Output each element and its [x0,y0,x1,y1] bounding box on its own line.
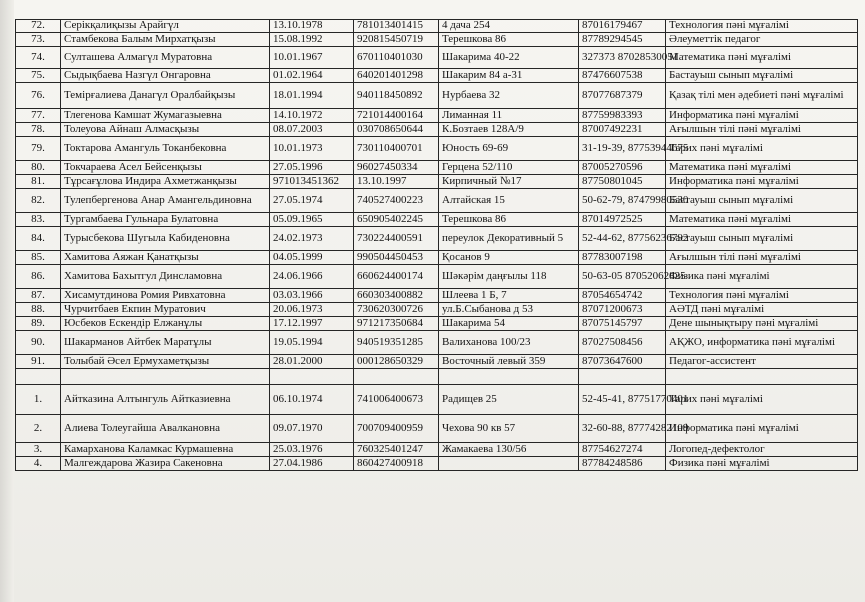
cell-name: Шакарманов Айтбек Маратұлы [61,331,270,355]
cell-iin: 670110401030 [354,47,439,69]
cell-iin: 640201401298 [354,69,439,83]
page-edge-shadow [0,0,14,602]
table-row [16,265,858,289]
cell-address: Алтайская 15 [439,189,579,213]
cell-position: Ағылшын тілі пәні мұғалімі [666,123,858,137]
cell-phone: 327373 87028530051 [579,47,666,69]
cell-dob: 06.10.1974 [270,385,354,415]
cell-name: Хисамутдинова Ромия Ривхатовна [61,289,270,303]
cell-position: Математика пәні мұғалімі [666,161,858,175]
empty-cell [61,369,270,385]
cell-name: Сыдықбаева Назгүл Онгаровна [61,69,270,83]
cell-num: 1. [16,385,61,415]
cell-num: 84. [16,227,61,251]
table-row [16,123,858,137]
cell-iin: 971217350684 [354,317,439,331]
cell-position: Тарих пәні мұғалімі [666,137,858,161]
cell-address: Терешкова 86 [439,213,579,227]
cell-phone: 50-63-05 87052062825 [579,265,666,289]
cell-position: Педагог-ассистент [666,355,858,369]
cell-iin: 000128650329 [354,355,439,369]
table-row [16,83,858,109]
table-row [16,33,858,47]
cell-name: Хамитова Аяжан Қанатқызы [61,251,270,265]
cell-num: 85. [16,251,61,265]
cell-name: Камарханова Каламкас Курмашевна [61,443,270,457]
cell-dob: 24.02.1973 [270,227,354,251]
cell-address: Кирпичный №17 [439,175,579,189]
cell-phone: 87075145797 [579,317,666,331]
cell-name: Юсбеков Ескендір Елжанұлы [61,317,270,331]
cell-name: Тулепбергенова Анар Амангельдиновна [61,189,270,213]
cell-num: 79. [16,137,61,161]
table-row [16,137,858,161]
cell-phone: 87027508456 [579,331,666,355]
table-row [16,303,858,317]
cell-phone: 50-62-79, 87479980530 [579,189,666,213]
cell-phone: 87784248586 [579,457,666,471]
cell-position: Технология пәні мұғалімі [666,289,858,303]
table-row [16,47,858,69]
cell-address: Шакарима 54 [439,317,579,331]
cell-name: Султашева Алмагүл Муратовна [61,47,270,69]
table-row [16,457,858,471]
cell-phone: 87077687379 [579,83,666,109]
staff-table-body [16,20,858,471]
cell-address: Нурбаева 32 [439,83,579,109]
table-row [16,317,858,331]
table-row [16,251,858,265]
cell-num: 73. [16,33,61,47]
cell-name: Толеуова Айнаш Алмасқызы [61,123,270,137]
cell-dob: 18.01.1994 [270,83,354,109]
cell-dob: 03.03.1966 [270,289,354,303]
cell-position: Физика пәні мұғалімі [666,457,858,471]
cell-iin: 030708650644 [354,123,439,137]
cell-position: Информатика пәні мұғалімі [666,415,858,443]
cell-phone: 87016179467 [579,20,666,33]
cell-num: 74. [16,47,61,69]
staff-table [15,19,858,471]
cell-iin: 721014400164 [354,109,439,123]
cell-position: Технология пәні мұғалімі [666,20,858,33]
cell-dob: 24.06.1966 [270,265,354,289]
cell-position: АӘТД пәні мұғалімі [666,303,858,317]
cell-iin: 741006400673 [354,385,439,415]
cell-name: Хамитова Бахытгул Динсламовна [61,265,270,289]
cell-num: 88. [16,303,61,317]
cell-address: Радищев 25 [439,385,579,415]
cell-dob: 08.07.2003 [270,123,354,137]
cell-dob: 20.06.1973 [270,303,354,317]
cell-num: 77. [16,109,61,123]
cell-phone: 87783007198 [579,251,666,265]
cell-position: Математика пәні мұғалімі [666,213,858,227]
cell-iin: 660624400174 [354,265,439,289]
cell-num: 90. [16,331,61,355]
cell-num: 2. [16,415,61,443]
cell-iin: 730110400701 [354,137,439,161]
cell-address [439,457,579,471]
cell-num: 89. [16,317,61,331]
cell-phone: 87073647600 [579,355,666,369]
cell-phone: 87005270596 [579,161,666,175]
cell-iin: 96027450334 [354,161,439,175]
cell-position: Информатика пәні мұғалімі [666,109,858,123]
cell-position: Ағылшын тілі пәні мұғалімі [666,251,858,265]
cell-address: переулок Декоративный 5 [439,227,579,251]
cell-address: Герцена 52/110 [439,161,579,175]
cell-dob: 05.09.1965 [270,213,354,227]
cell-iin: 700709400959 [354,415,439,443]
cell-num: 82. [16,189,61,213]
cell-num: 81. [16,175,61,189]
cell-dob: 10.01.1967 [270,47,354,69]
table-row [16,175,858,189]
cell-iin: 920815450719 [354,33,439,47]
cell-phone: 87071200673 [579,303,666,317]
cell-address: Юность 69-69 [439,137,579,161]
cell-address: К.Бозтаев 128А/9 [439,123,579,137]
cell-dob: 17.12.1997 [270,317,354,331]
cell-address: Қосанов 9 [439,251,579,265]
cell-phone: 31-19-39, 87753944675 [579,137,666,161]
cell-num: 87. [16,289,61,303]
cell-num: 91. [16,355,61,369]
cell-name: Тургамбаева Гульнара Булатовна [61,213,270,227]
cell-address: Валиханова 100/23 [439,331,579,355]
cell-dob: 04.05.1999 [270,251,354,265]
cell-dob: 27.04.1986 [270,457,354,471]
cell-position: Тарих пәні мұғалімі [666,385,858,415]
cell-phone: 52-44-62, 87756236792 [579,227,666,251]
cell-iin: 730620300726 [354,303,439,317]
cell-name: Турысбекова Шугыла Кабиденовна [61,227,270,251]
cell-num: 75. [16,69,61,83]
cell-dob: 13.10.1978 [270,20,354,33]
cell-position: Бастауыш сынып мұғалімі [666,189,858,213]
cell-name: Малгеждарова Жазира Сакеновна [61,457,270,471]
cell-address: Шакарим 84 а-31 [439,69,579,83]
cell-address: Терешкова 86 [439,33,579,47]
cell-position: Бастауыш сынып мұғалімі [666,69,858,83]
empty-cell [270,369,354,385]
cell-iin: 760325401247 [354,443,439,457]
cell-dob: 19.05.1994 [270,331,354,355]
cell-name: Темірғалиева Данагүл Оралбайқызы [61,83,270,109]
cell-address: Лиманная 11 [439,109,579,123]
table-row [16,109,858,123]
table-row [16,385,858,415]
cell-iin: 860427400918 [354,457,439,471]
cell-dob: 14.10.1972 [270,109,354,123]
cell-position: АҚЖО, информатика пәні мұғалімі [666,331,858,355]
table-row [16,289,858,303]
empty-cell [16,369,61,385]
cell-iin: 13.10.1997 [354,175,439,189]
cell-phone: 32-60-88, 87774282109 [579,415,666,443]
cell-iin: 660303400882 [354,289,439,303]
cell-address: Жамакаева 130/56 [439,443,579,457]
cell-num: 4. [16,457,61,471]
cell-position: Әлеуметтік педагог [666,33,858,47]
cell-address: Шакарима 40-22 [439,47,579,69]
cell-dob: 971013451362 [270,175,354,189]
cell-iin: 650905402245 [354,213,439,227]
cell-iin: 990504450453 [354,251,439,265]
cell-iin: 940519351285 [354,331,439,355]
cell-phone: 52-45-41, 87751770401 [579,385,666,415]
cell-name: Тлегенова Камшат Жумагазыевна [61,109,270,123]
table-row [16,213,858,227]
empty-cell [439,369,579,385]
cell-phone: 87750801045 [579,175,666,189]
cell-position: Қазақ тілі мен әдебиеті пәні мұғалімі [666,83,858,109]
cell-address: Шлеева 1 Б, 7 [439,289,579,303]
cell-dob: 28.01.2000 [270,355,354,369]
cell-dob: 27.05.1974 [270,189,354,213]
cell-num: 76. [16,83,61,109]
cell-name: Серікқалиқызы Арайгүл [61,20,270,33]
cell-iin: 730224400591 [354,227,439,251]
cell-phone: 87476607538 [579,69,666,83]
cell-name: Алиева Толеугайша Авалкановна [61,415,270,443]
cell-num: 78. [16,123,61,137]
table-row [16,443,858,457]
cell-dob: 10.01.1973 [270,137,354,161]
cell-dob: 27.05.1996 [270,161,354,175]
empty-cell [579,369,666,385]
cell-num: 83. [16,213,61,227]
cell-address: ул.Б.Сыбанова д 53 [439,303,579,317]
table-section-gap [16,369,858,385]
table-row [16,227,858,251]
cell-address: Восточный левый 359 [439,355,579,369]
cell-position: Бастауыш сынып мұғалімі [666,227,858,251]
table-row [16,355,858,369]
table-row [16,189,858,213]
cell-name: Стамбекова Балым Мирхатқызы [61,33,270,47]
cell-phone: 87754627274 [579,443,666,457]
table-row [16,331,858,355]
cell-num: 3. [16,443,61,457]
cell-num: 72. [16,20,61,33]
cell-dob: 01.02.1964 [270,69,354,83]
empty-cell [354,369,439,385]
cell-position: Информатика пәні мұғалімі [666,175,858,189]
cell-num: 86. [16,265,61,289]
table-row [16,415,858,443]
cell-dob: 25.03.1976 [270,443,354,457]
cell-phone: 87054654742 [579,289,666,303]
empty-cell [666,369,858,385]
cell-num: 80. [16,161,61,175]
cell-name: Толыбай Әсел Ермухаметқызы [61,355,270,369]
cell-name: Чурчитбаев Екпин Муратович [61,303,270,317]
cell-phone: 87789294545 [579,33,666,47]
cell-name: Айтказина Алтынгуль Айтказиевна [61,385,270,415]
cell-phone: 87759983393 [579,109,666,123]
cell-name: Токтарова Амангуль Токанбековна [61,137,270,161]
cell-name: Тұрсағұлова Индира Ахметжанқызы [61,175,270,189]
cell-iin: 740527400223 [354,189,439,213]
table-row [16,20,858,33]
cell-iin: 781013401415 [354,20,439,33]
cell-dob: 09.07.1970 [270,415,354,443]
cell-position: Логопед-дефектолог [666,443,858,457]
cell-position: Физика пәні мұғалімі [666,265,858,289]
cell-phone: 87014972525 [579,213,666,227]
cell-dob: 15.08.1992 [270,33,354,47]
cell-name: Токчараева Асел Бейсенқызы [61,161,270,175]
cell-phone: 87007492231 [579,123,666,137]
table-row [16,69,858,83]
cell-address: Шәкәрім даңғылы 118 [439,265,579,289]
cell-address: 4 дача 254 [439,20,579,33]
cell-iin: 940118450892 [354,83,439,109]
cell-address: Чехова 90 кв 57 [439,415,579,443]
cell-position: Дене шынықтыру пәні мұғалімі [666,317,858,331]
table-row [16,161,858,175]
cell-position: Математика пәні мұғалімі [666,47,858,69]
